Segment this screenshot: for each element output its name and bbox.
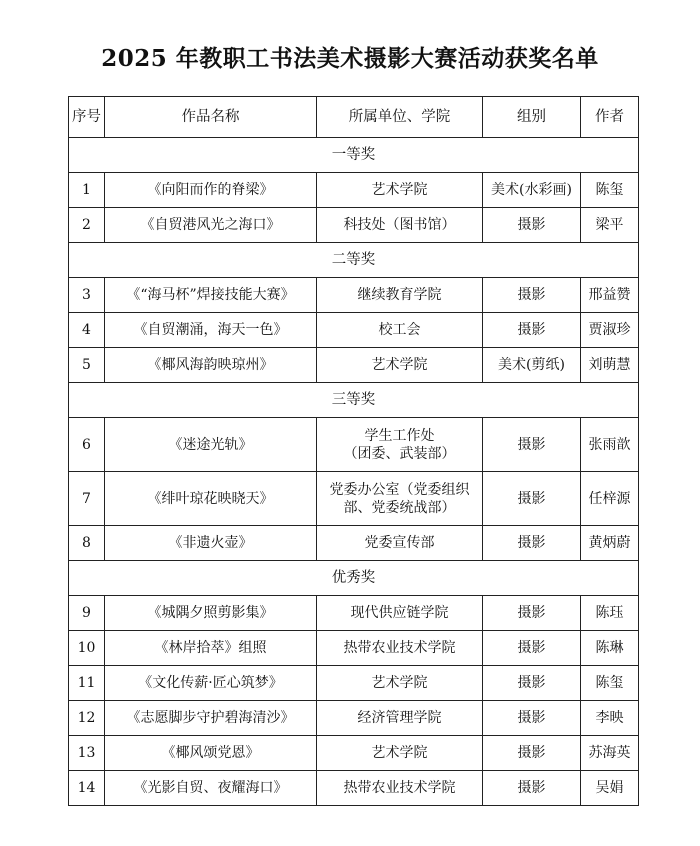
cell-group: 美术(水彩画) [483,173,581,208]
cell-group: 摄影 [483,701,581,736]
section-row-third-prize [69,383,639,418]
cell-no: 1 [69,173,105,208]
cell-name: 《城隅夕照剪影集》 [105,596,317,631]
table-row [69,472,639,526]
cell-name: 《迷途光轨》 [105,418,317,472]
cell-unit [317,418,483,472]
cell-name: 《光影自贸、夜耀海口》 [105,771,317,806]
section-row-excellence-prize [69,561,639,596]
table-row [69,418,639,472]
cell-unit: 艺术学院 [317,348,483,383]
cell-group: 摄影 [483,313,581,348]
cell-unit: 党委宣传部 [317,526,483,561]
cell-author: 陈玺 [581,173,639,208]
cell-author: 贾淑珍 [581,313,639,348]
cell-no: 5 [69,348,105,383]
cell-unit: 科技处（图书馆） [317,208,483,243]
header-unit: 所属单位、学院 [317,97,483,138]
cell-unit [317,472,483,526]
cell-name: 《自贸潮涌，海天一色》 [105,313,317,348]
cell-no: 12 [69,701,105,736]
cell-author: 吴娟 [581,771,639,806]
cell-group: 摄影 [483,736,581,771]
header-author: 作者 [581,97,639,138]
cell-unit-line: （团委、武装部） [343,445,456,462]
cell-no: 14 [69,771,105,806]
cell-name: 《文化传薪·匠心筑梦》 [105,666,317,701]
cell-no: 10 [69,631,105,666]
cell-group: 摄影 [483,418,581,472]
cell-author: 梁平 [581,208,639,243]
section-label: 一等奖 [69,138,639,173]
cell-group: 摄影 [483,208,581,243]
table-row [69,771,639,806]
section-row-second-prize [69,243,639,278]
cell-group: 摄影 [483,631,581,666]
cell-author: 邢益赞 [581,278,639,313]
cell-author: 黄炳蔚 [581,526,639,561]
table-row [69,631,639,666]
cell-author: 陈珏 [581,596,639,631]
table-row [69,526,639,561]
cell-group: 摄影 [483,666,581,701]
cell-unit: 现代供应链学院 [317,596,483,631]
header-no: 序号 [69,97,105,138]
cell-unit: 艺术学院 [317,173,483,208]
cell-name: 《志愿脚步守护碧海清沙》 [105,701,317,736]
cell-unit: 艺术学院 [317,736,483,771]
cell-no: 2 [69,208,105,243]
cell-unit: 艺术学院 [317,666,483,701]
cell-unit-line: 党委办公室（党委组织 [329,481,470,498]
cell-name: 《“海马杯”焊接技能大赛》 [105,278,317,313]
table-row [69,348,639,383]
cell-group: 摄影 [483,526,581,561]
table-header-row [69,97,639,138]
cell-unit-line: 学生工作处 [364,427,435,444]
cell-no: 8 [69,526,105,561]
table-row [69,596,639,631]
cell-unit: 继续教育学院 [317,278,483,313]
cell-author: 李映 [581,701,639,736]
cell-name: 《自贸港风光之海口》 [105,208,317,243]
cell-no: 9 [69,596,105,631]
table-row [69,313,639,348]
table-row [69,173,639,208]
section-label: 二等奖 [69,243,639,278]
cell-no: 7 [69,472,105,526]
document-title: 2025 年教职工书法美术摄影大赛活动获奖名单 [101,45,599,72]
cell-unit: 校工会 [317,313,483,348]
table-row [69,666,639,701]
cell-name: 《向阳而作的脊梁》 [105,173,317,208]
cell-name: 《绯叶琼花映晓天》 [105,472,317,526]
cell-unit: 经济管理学院 [317,701,483,736]
cell-unit: 热带农业技术学院 [317,771,483,806]
cell-no: 11 [69,666,105,701]
table-row [69,701,639,736]
awards-table [68,96,639,806]
section-label: 三等奖 [69,383,639,418]
cell-no: 6 [69,418,105,472]
cell-group: 摄影 [483,771,581,806]
cell-author: 苏海英 [581,736,639,771]
cell-group: 美术(剪纸) [483,348,581,383]
cell-no: 3 [69,278,105,313]
table-row [69,736,639,771]
cell-name: 《非遗火壶》 [105,526,317,561]
header-group: 组别 [483,97,581,138]
cell-author: 刘萌慧 [581,348,639,383]
cell-author: 陈琳 [581,631,639,666]
cell-no: 13 [69,736,105,771]
header-name: 作品名称 [105,97,317,138]
cell-group: 摄影 [483,596,581,631]
cell-name: 《林岸拾萃》组照 [105,631,317,666]
cell-name: 《椰风海韵映琼州》 [105,348,317,383]
cell-unit-line: 部、党委统战部） [343,499,456,516]
cell-group: 摄影 [483,472,581,526]
cell-author: 陈玺 [581,666,639,701]
cell-no: 4 [69,313,105,348]
cell-author: 张雨歆 [581,418,639,472]
cell-author: 任梓源 [581,472,639,526]
section-label: 优秀奖 [69,561,639,596]
cell-group: 摄影 [483,278,581,313]
cell-unit: 热带农业技术学院 [317,631,483,666]
table-row [69,208,639,243]
section-row-first-prize [69,138,639,173]
table-row [69,278,639,313]
cell-name: 《椰风颂党恩》 [105,736,317,771]
